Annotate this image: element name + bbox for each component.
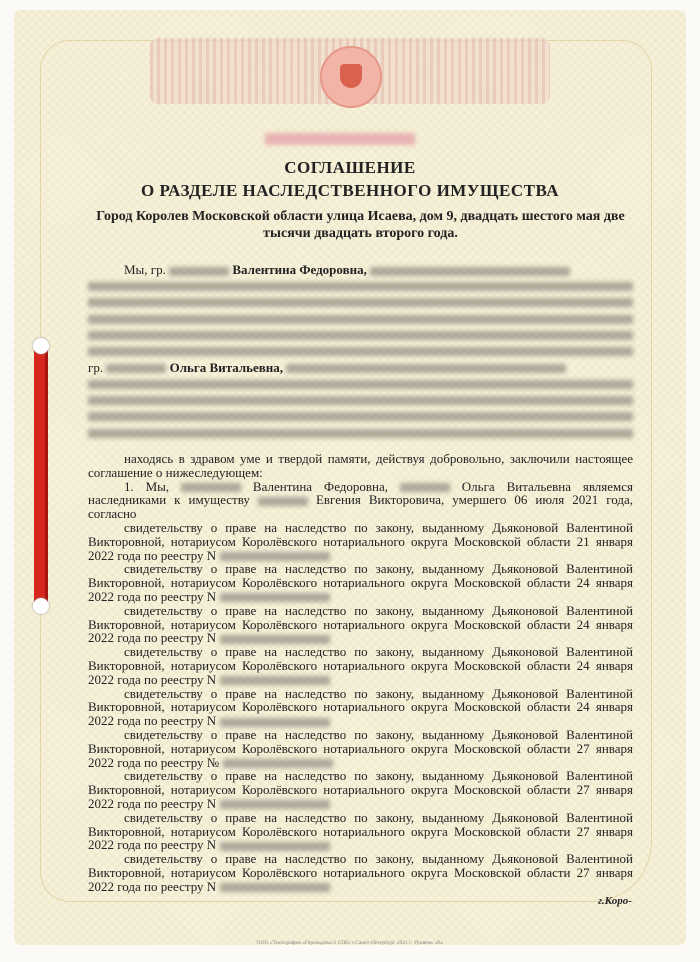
clause1-text: Ольга Витальевна являемся наследниками к имуществу bbox=[88, 478, 633, 508]
certificate-text: свидетельству о праве на наследство по закону, выданному Дьяконовой Валентиной Викторовной, нотариусом Королёвского нотариального округа Московской области 21 января 2022 года по реестру N bbox=[88, 519, 633, 563]
redacted-line bbox=[88, 327, 633, 343]
party1-prefix: Мы, гр. bbox=[124, 262, 166, 277]
redacted-surname bbox=[181, 483, 241, 492]
redacted-block-1 bbox=[88, 278, 633, 359]
page-continuation: г.Коро- bbox=[598, 895, 632, 907]
place-and-date: Город Королев Московской области улица Исаева, дом 9, двадцать шестого мая две тысячи двадцать второго года. bbox=[96, 209, 625, 241]
redacted-text bbox=[88, 429, 633, 438]
certificate-text: свидетельству о праве на наследство по закону, выданному Дьяконовой Валентиной Викторовной, нотариусом Королёвского нотариального округа Московской области 27 января 2022 года по реестру N bbox=[88, 809, 633, 853]
ribbon-knob-bottom bbox=[33, 598, 49, 614]
redacted-surname bbox=[258, 497, 308, 506]
redacted-surname bbox=[169, 267, 229, 276]
redacted-text bbox=[88, 347, 633, 356]
parties-section bbox=[88, 262, 633, 441]
party2-line bbox=[88, 360, 633, 376]
certificate-item bbox=[88, 852, 633, 893]
party1-line bbox=[88, 262, 633, 278]
clause-1 bbox=[88, 480, 633, 521]
printer-imprint: ООО «Типография «Герольдика-2 СПб» г.Санкт-Петербург 2021 г. Уровень «В» bbox=[256, 940, 444, 946]
redacted-text bbox=[88, 315, 633, 324]
redacted-registry-number bbox=[220, 718, 330, 727]
binding-ribbon bbox=[34, 340, 48, 610]
party2-name: Ольга Витальевна, bbox=[169, 359, 284, 375]
redacted-surname bbox=[400, 483, 450, 492]
redacted-line bbox=[88, 278, 633, 294]
redacted-line bbox=[88, 425, 633, 441]
intro-paragraph: находясь в здравом уме и твердой памяти, действуя добровольно, заключили настоящее соглашение о нижеследующем: bbox=[88, 451, 633, 480]
agreement-body bbox=[88, 452, 633, 894]
redacted-registry-number bbox=[220, 552, 330, 561]
certificate-item bbox=[88, 811, 633, 852]
redacted-line bbox=[88, 392, 633, 408]
certificate-text: свидетельству о праве на наследство по закону, выданному Дьяконовой Валентиной Викторовной, нотариусом Королёвского нотариального округа Московской области 27 января 2022 года по реестру № bbox=[88, 726, 633, 770]
redacted-surname bbox=[106, 364, 166, 373]
certificate-item bbox=[88, 645, 633, 686]
certificate-text: свидетельству о праве на наследство по закону, выданному Дьяконовой Валентиной Викторовной, нотариусом Королёвского нотариального округа Московской области 27 января 2022 года по реестру N bbox=[88, 768, 633, 811]
certificate-item bbox=[88, 687, 633, 728]
certificate-item bbox=[88, 562, 633, 603]
redacted-block-2 bbox=[88, 376, 633, 441]
redacted-registry-number bbox=[220, 593, 330, 602]
redacted-registry-number bbox=[220, 883, 330, 892]
redacted-text bbox=[88, 282, 633, 291]
redacted-text bbox=[88, 331, 633, 340]
certificates-list bbox=[88, 521, 633, 894]
redacted-text bbox=[88, 380, 633, 389]
redacted-registry-number bbox=[220, 676, 330, 685]
party2-prefix: гр. bbox=[88, 359, 104, 375]
certificate-text: свидетельству о праве на наследство по закону, выданному Дьяконовой Валентиной Викторовной, нотариусом Королёвского нотариального округа Московской области 24 января 2022 года по реестру N bbox=[88, 561, 633, 604]
certificate-text: свидетельству о праве на наследство по закону, выданному Дьяконовой Валентиной Викторовной, нотариусом Королёвского нотариального округа Московской области 24 января 2022 года по реестру N bbox=[88, 685, 633, 729]
certificate-item bbox=[88, 604, 633, 645]
blank-serial-number-redacted bbox=[265, 133, 415, 145]
redacted-line bbox=[88, 343, 633, 359]
redacted-registry-number bbox=[220, 635, 330, 644]
redacted-registry-number bbox=[223, 759, 333, 768]
redacted-line bbox=[88, 409, 633, 425]
redacted-line bbox=[88, 295, 633, 311]
certificate-item bbox=[88, 521, 633, 562]
emblem-seal-icon bbox=[320, 46, 382, 108]
redacted-registry-number bbox=[220, 842, 330, 851]
redacted-text bbox=[88, 298, 633, 307]
document-subtitle: О РАЗДЕЛЕ НАСЛЕДСТВЕННОГО ИМУЩЕСТВА bbox=[141, 181, 559, 200]
redacted-text bbox=[88, 412, 633, 421]
redacted-line bbox=[88, 311, 633, 327]
party1-name: Валентина Федоровна, bbox=[232, 262, 367, 277]
clause1-text: Евгения Викторовича, умершего 06 июля 2021 года, согласно bbox=[88, 492, 634, 522]
clause1-text: 1. Мы, bbox=[124, 478, 170, 494]
redacted-text bbox=[88, 396, 633, 405]
certificate-item bbox=[88, 769, 633, 810]
certificate-item bbox=[88, 728, 633, 769]
redacted-details bbox=[370, 267, 570, 276]
certificate-text: свидетельству о праве на наследство по закону, выданному Дьяконовой Валентиной Викторовной, нотариусом Королёвского нотариального округа Московской области 24 января 2022 года по реестру N bbox=[88, 644, 633, 687]
document-title: СОГЛАШЕНИЕ bbox=[284, 158, 416, 177]
clause1-text: Валентина Федоровна, bbox=[252, 478, 389, 494]
redacted-line bbox=[88, 376, 633, 392]
certificate-text: свидетельству о праве на наследство по закону, выданному Дьяконовой Валентиной Викторовной, нотариусом Королёвского нотариального округа Московской области 27 января 2022 года по реестру N bbox=[88, 851, 633, 894]
certificate-text: свидетельству о праве на наследство по закону, выданному Дьяконовой Валентиной Викторовной, нотариусом Королёвского нотариального округа Московской области 24 января 2022 года по реестру N bbox=[88, 602, 633, 646]
redacted-registry-number bbox=[220, 800, 330, 809]
redacted-details bbox=[286, 364, 566, 373]
ribbon-knob-top bbox=[33, 338, 49, 354]
